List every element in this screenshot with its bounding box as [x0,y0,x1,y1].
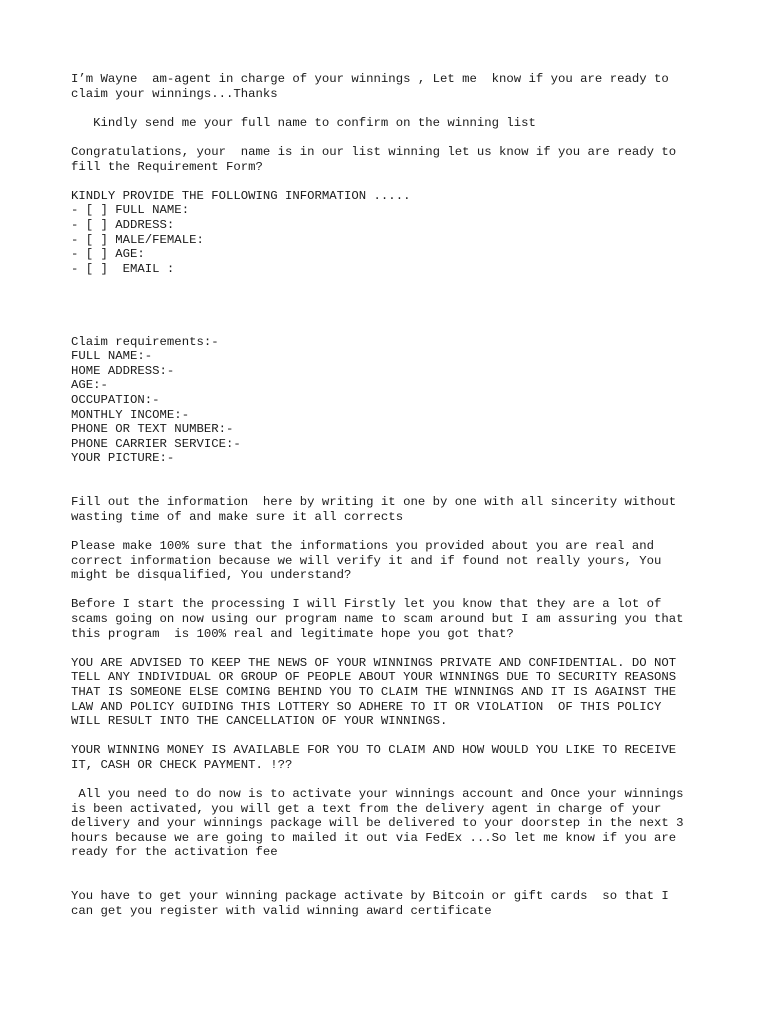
text-line: this program is 100% real and legitimate hope you got that? [71,626,514,641]
text-line: All you need to do now is to activate your winnings account and Once your winnings [71,787,684,802]
text-line: WILL RESULT INTO THE CANCELLATION OF YOUR WINNINGS. [71,714,448,729]
requirement-item: PHONE CARRIER SERVICE:- [71,436,241,451]
requirement-item: HOME ADDRESS:- [71,363,175,378]
text-line: correct information because we will verify it and if found not really yours, You [71,553,662,568]
requirement-item: OCCUPATION:- [71,393,160,408]
text-line: You have to get your winning package activate by Bitcoin or gift cards so that I [71,889,669,904]
text-line: Fill out the information here by writing it one by one with all sincerity without [71,495,677,510]
paragraph-confidential [71,656,731,729]
paragraph-intro [71,72,731,101]
checklist-item: - [ ] MALE/FEMALE: [71,232,204,247]
text-line: can get you register with valid winning award certificate [71,903,492,918]
text-line: Congratulations, your name is in our list winning let us know if you are ready to [71,144,677,159]
checklist-item: - [ ] FULL NAME: [71,203,190,218]
paragraph-activation [71,787,731,860]
checklist-item: - [ ] AGE: [71,247,145,262]
requirement-item: PHONE OR TEXT NUMBER:- [71,422,234,437]
paragraph-payment-method [71,743,731,772]
paragraph-verify [71,539,731,583]
requirement-item: YOUR PICTURE:- [71,451,175,466]
checklist-item: - [ ] EMAIL : [71,261,175,276]
text-line: YOUR WINNING MONEY IS AVAILABLE FOR YOU TO CLAIM AND HOW WOULD YOU LIKE TO RECEIVE [71,743,677,758]
paragraph-bitcoin [71,889,731,918]
text-line: might be disqualified, You understand? [71,568,352,583]
requirements-heading: Claim requirements:- [71,334,219,349]
text-line: is been activated, you will get a text from the delivery agent in charge of your [71,801,662,816]
text-line: LAW AND POLICY GUIDING THIS LOTTERY SO ADHERE TO IT OR VIOLATION OF THIS POLICY [71,699,662,714]
text-line: hours because we are going to mailed it out via FedEx ...So let me know if you are [71,830,677,845]
text-line: TELL ANY INDIVIDUAL OR GROUP OF PEOPLE ABOUT YOUR WINNINGS DUE TO SECURITY REASONS [71,670,677,685]
requirement-item: MONTHLY INCOME:- [71,407,190,422]
information-checklist [71,189,731,277]
text-line: Kindly send me your full name to confirm on the winning list [71,115,536,130]
text-line: I’m Wayne am-agent in charge of your winnings , Let me know if you are ready to [71,72,669,86]
text-line: Please make 100% sure that the informations you provided about you are real and [71,539,654,554]
claim-requirements-list [71,335,731,466]
text-line: ready for the activation fee [71,845,278,860]
checklist-item: - [ ] ADDRESS: [71,217,175,232]
text-line: IT, CASH OR CHECK PAYMENT. !?? [71,757,293,772]
text-line: Before I start the processing I will Firstly let you know that they are a lot of [71,597,662,612]
text-line: fill the Requirement Form? [71,159,263,174]
document-page [71,72,731,918]
paragraph-request-name [71,116,731,131]
checklist-heading: KINDLY PROVIDE THE FOLLOWING INFORMATION ..... [71,188,411,203]
paragraph-congratulations [71,145,731,174]
text-line: claim your winnings...Thanks [71,86,278,101]
text-line: delivery and your winnings package will be delivered to your doorstep in the next 3 [71,816,684,831]
requirement-item: FULL NAME:- [71,349,153,364]
requirement-item: AGE:- [71,378,108,393]
paragraph-scam-warning [71,597,731,641]
text-line: scams going on now using our program name to scam around but I am assuring you that [71,611,684,626]
text-line: YOU ARE ADVISED TO KEEP THE NEWS OF YOUR WINNINGS PRIVATE AND CONFIDENTIAL. DO NOT [71,655,677,670]
paragraph-fill-out [71,495,731,524]
text-line: wasting time of and make sure it all corrects [71,509,404,524]
text-line: THAT IS SOMEONE ELSE COMING BEHIND YOU TO CLAIM THE WINNINGS AND IT IS AGAINST THE [71,684,677,699]
